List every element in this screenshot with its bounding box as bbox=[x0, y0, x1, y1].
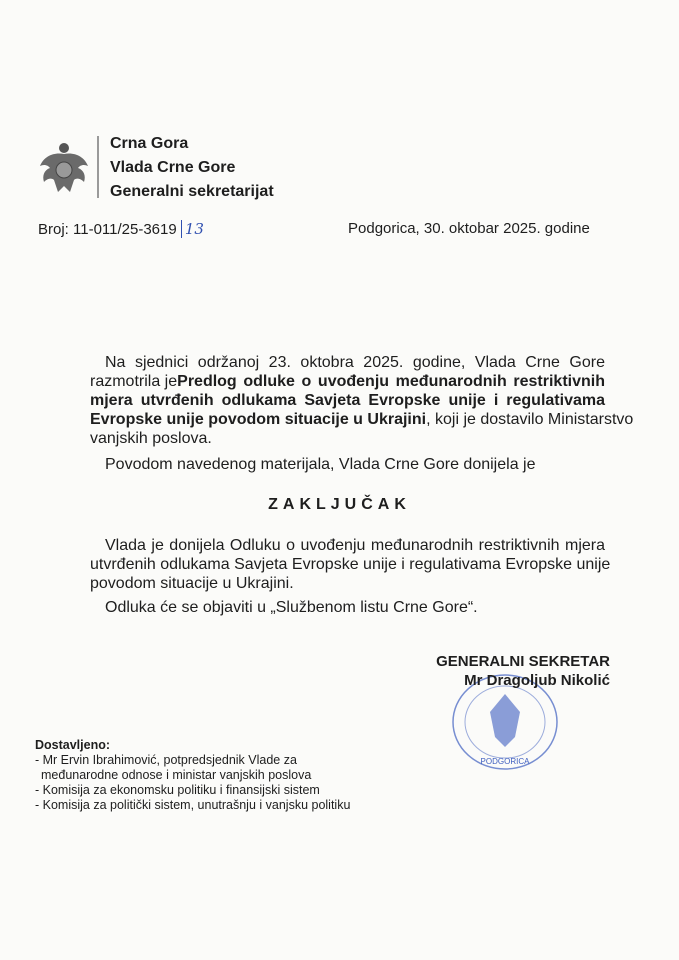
handwritten-annotation: 13 bbox=[181, 220, 204, 238]
place-date: Podgorica, 30. oktobar 2025. godine bbox=[348, 220, 590, 237]
svg-text:PODGORICA: PODGORICA bbox=[480, 757, 530, 766]
coat-of-arms-icon bbox=[36, 140, 92, 196]
letterhead bbox=[110, 132, 274, 204]
distribution-item: - Mr Ervin Ibrahimović, potpredsjednik Vlade za bbox=[35, 753, 297, 767]
distribution-heading: Dostavljeno: bbox=[35, 738, 111, 752]
government-name: Vlada Crne Gore bbox=[110, 159, 236, 176]
header-divider bbox=[97, 136, 99, 198]
paragraph1-line: razmotrila je Predlog odluke o uvođenju međunarodnih restriktivnih bbox=[90, 373, 605, 390]
country-name: Crna Gora bbox=[110, 135, 189, 152]
paragraph2: Povodom navedenog materijala, Vlada Crne Gore donijela je bbox=[105, 456, 536, 473]
department-name: Generalni sekretarijat bbox=[110, 183, 274, 200]
distribution-item: - Komisija za politički sistem, unutrašnju i vanjsku politiku bbox=[35, 798, 351, 812]
paragraph3-line: utvrđenih odlukama Savjeta Evropske unije i regulativama Evropske unije bbox=[90, 556, 611, 573]
distribution-item: međunarodne odnose i ministar vanjskih poslova bbox=[41, 768, 312, 782]
reference-number: Broj: 11-011/25-3619 13 bbox=[38, 220, 204, 238]
conclusion-title: ZAKLJUČAK bbox=[268, 496, 411, 513]
distribution-item: - Komisija za ekonomsku politiku i finansijski sistem bbox=[35, 783, 320, 797]
distribution-list bbox=[35, 738, 350, 813]
paragraph4: Odluka će se objaviti u „Službenom listu Crne Gore“. bbox=[105, 599, 478, 616]
paragraph1-line: Evropske unije povodom situacije u Ukrajini , koji je dostavilo Ministarstvo bbox=[90, 411, 634, 428]
signature-block bbox=[400, 652, 610, 690]
paragraph1-line: mjera utvrđenih odlukama Savjeta Evropske unije i regulativama bbox=[90, 392, 605, 409]
paragraph3-line: povodom situacije u Ukrajini. bbox=[90, 575, 294, 592]
signatory-name: Mr Dragoljub Nikolić bbox=[464, 672, 610, 689]
paragraph1-line: vanjskih poslova. bbox=[90, 430, 212, 447]
signatory-title: GENERALNI SEKRETAR bbox=[436, 653, 610, 670]
paragraph3-line: Vlada je donijela Odluku o uvođenju međunarodnih restriktivnih mjera bbox=[105, 537, 605, 554]
paragraph1-line: Na sjednici održanoj 23. oktobra 2025. godine, Vlada Crne Gore bbox=[105, 354, 605, 371]
